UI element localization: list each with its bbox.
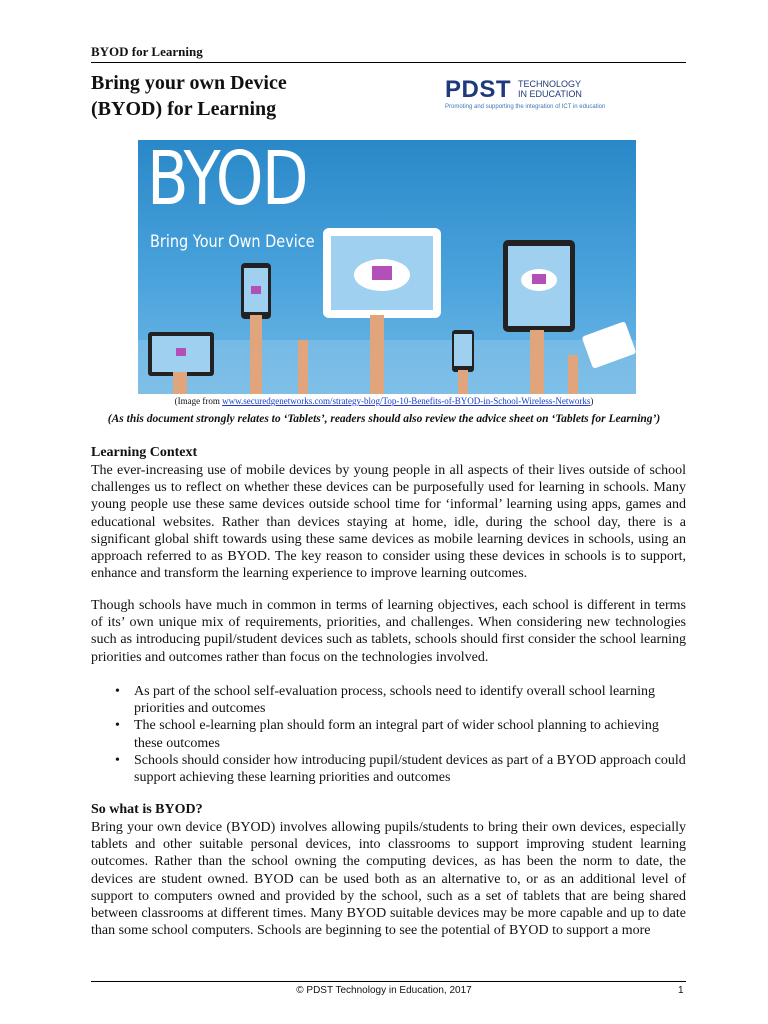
footer-copyright: © PDST Technology in Education, 2017 — [296, 985, 472, 996]
smartphone-icon — [241, 263, 271, 319]
learning-context-heading: Learning Context — [91, 445, 198, 460]
learning-context-paragraph-2: Though schools have much in common in terms of learning objectives, each school is different in terms of its’ own unique mix of requirements, priorities, and challenges. When considering new technologies such as introducing pupil/student devices such as tablets, schools should first consider the school learning priorities and outcomes rather than focus on the technologies involved. — [91, 598, 686, 665]
pdst-logo — [440, 70, 686, 120]
logo-tagline: Promoting and supporting the integration of ICT in education — [445, 104, 606, 110]
list-item: • As part of the school self-evaluation process, schools need to identify overall school learning priorities and outcomes — [91, 683, 686, 717]
priorities-bullet-list — [91, 683, 686, 786]
tablet-icon — [323, 228, 441, 318]
logo-wordmark: PDST — [445, 76, 512, 103]
image-source-link[interactable]: www.securedgenetworks.com/strategy-blog/Top-10-Benefits-of-BYOD-in-School-Wireless-Networks — [222, 396, 591, 406]
laptop-icon — [148, 332, 214, 376]
list-item: • The school e-learning plan should form an integral part of wider school planning to achieving these outcomes — [91, 717, 686, 751]
hero-subtitle: Bring Your Own Device — [150, 232, 315, 252]
list-item: • Schools should consider how introducing pupil/student devices as part of a BYOD approach could support achieving these learning priorities and outcomes — [91, 752, 686, 786]
running-header: BYOD for Learning — [91, 44, 686, 63]
what-is-byod-paragraph: Bring your own device (BYOD) involves allowing pupils/students to bring their own devices, especially tablets and other suitable personal devices, into classrooms to support improving student learning outcomes. Rather than the school owning the computing devices, as has been the norm to date, the devices are student owned. BYOD can be used both as an alternative to, or as an additional level of support to computers owned and provided by the school, such as a set of tablets that are being shared between classrooms at different times. Many BYOD suitable devices may be more capable and up to date than some school computers. Schools are beginning to see the potential of BYOD to support a more — [91, 820, 686, 939]
title-line-1: Bring your own Device — [91, 72, 287, 94]
smartphone-icon — [452, 330, 474, 372]
tablet-icon — [503, 240, 575, 332]
hero-title: BYOD — [147, 140, 307, 222]
logo-subtitle: TECHNOLOGY IN EDUCATION — [518, 79, 582, 99]
image-caption: (Image from www.securedgenetworks.com/strategy-blog/Top-10-Benefits-of-BYOD-in-School-Wireless-Networks) — [174, 396, 594, 406]
title-line-2: (BYOD) for Learning — [91, 98, 277, 120]
related-advice-note: (As this document strongly relates to ‘Tablets’, readers should also review the advice sheet on ‘Tablets for Learning’) — [107, 413, 661, 425]
byod-hero-image — [138, 140, 636, 394]
footer-divider — [91, 981, 686, 982]
learning-context-paragraph-1: The ever-increasing use of mobile devices by young people in all aspects of their lives outside of school challenges us to reflect on whether these devices can be purposefully used for learning in schools. Many young people use these same devices outside school time for ‘informal’ learning using apps, games and educational websites. Rather than devices staying at home, idle, during the school day, there is a significant global shift towards using these same devices as mobile learning devices in schools, using an approach referred to as BYOD. The key reason to consider using these devices in schools is to support, enhance and transform the learning experience to improve learning outcomes. — [91, 463, 686, 582]
document-title — [91, 70, 287, 122]
what-is-byod-heading: So what is BYOD? — [91, 802, 203, 817]
page-number: 1 — [678, 985, 684, 996]
